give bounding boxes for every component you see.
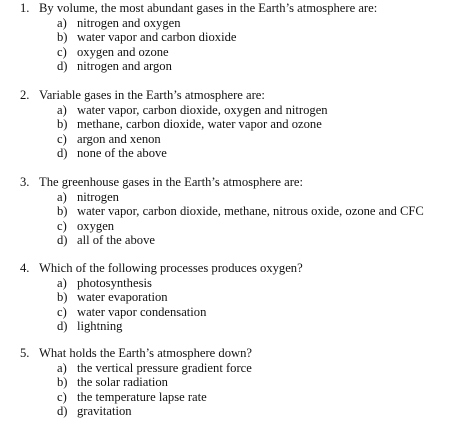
- option-letter: b): [57, 117, 68, 132]
- option-text: lightning: [77, 318, 123, 333]
- option-c: [0, 45, 474, 59]
- option-letter: c): [57, 304, 67, 319]
- option-text: the vertical pressure gradient force: [77, 361, 252, 375]
- option-text: nitrogen and argon: [77, 58, 172, 73]
- option-b: [0, 30, 474, 44]
- option-text: methane, carbon dioxide, water vapor and ozone: [77, 117, 322, 132]
- option-a: [0, 276, 474, 290]
- option-letter: c): [57, 44, 67, 59]
- question-text: By volume, the most abundant gases in the Earth’s atmosphere are:: [39, 1, 378, 15]
- option-letter: d): [57, 318, 68, 333]
- option-letter: a): [57, 276, 67, 290]
- option-text: all of the above: [77, 232, 155, 247]
- option-list: [0, 361, 474, 418]
- question-number: 3.: [20, 175, 30, 189]
- option-letter: a): [57, 16, 67, 30]
- option-letter: a): [57, 103, 67, 117]
- option-b: [0, 204, 474, 218]
- option-list: [0, 103, 474, 160]
- option-letter: b): [57, 375, 68, 390]
- option-text: oxygen and ozone: [77, 44, 169, 59]
- question-stem: [0, 261, 474, 276]
- question-number: 5.: [20, 346, 30, 360]
- option-list: [0, 16, 474, 73]
- option-c: [0, 390, 474, 404]
- option-b: [0, 375, 474, 389]
- option-letter: d): [57, 232, 68, 247]
- option-letter: c): [57, 131, 67, 146]
- option-letter: c): [57, 389, 67, 404]
- option-d: [0, 319, 474, 333]
- option-text: water evaporation: [77, 290, 168, 305]
- option-a: [0, 103, 474, 117]
- option-text: the solar radiation: [77, 375, 168, 390]
- option-text: nitrogen and oxygen: [77, 16, 181, 30]
- option-text: water vapor condensation: [77, 304, 207, 319]
- option-text: none of the above: [77, 145, 167, 160]
- option-text: oxygen: [77, 218, 115, 233]
- question-5: [0, 346, 474, 418]
- option-d: [0, 59, 474, 73]
- option-a: [0, 16, 474, 30]
- option-d: [0, 233, 474, 247]
- question-number: 2.: [20, 88, 30, 102]
- option-text: nitrogen: [77, 190, 119, 204]
- option-letter: b): [57, 30, 68, 45]
- option-text: the temperature lapse rate: [77, 389, 207, 404]
- option-a: [0, 190, 474, 204]
- option-text: water vapor, carbon dioxide, oxygen and nitrogen: [77, 103, 328, 117]
- option-d: [0, 404, 474, 418]
- question-1: [0, 1, 474, 73]
- question-number: 4.: [20, 261, 30, 275]
- option-letter: d): [57, 145, 68, 160]
- option-b: [0, 117, 474, 131]
- question-stem: [0, 346, 474, 361]
- question-stem: [0, 175, 474, 190]
- question-4: [0, 261, 474, 333]
- question-stem: [0, 88, 474, 103]
- question-text: Which of the following processes produces oxygen?: [39, 261, 303, 275]
- option-c: [0, 305, 474, 319]
- question-stem: [0, 1, 474, 16]
- question-3: [0, 175, 474, 247]
- question-2: [0, 88, 474, 160]
- question-number: 1.: [20, 1, 30, 15]
- option-text: photosynthesis: [77, 276, 152, 290]
- option-letter: a): [57, 361, 67, 375]
- question-text: Variable gases in the Earth’s atmosphere are:: [39, 88, 265, 102]
- option-letter: b): [57, 290, 68, 305]
- option-list: [0, 276, 474, 333]
- question-text: What holds the Earth’s atmosphere down?: [39, 346, 252, 360]
- option-text: water vapor, carbon dioxide, methane, nitrous oxide, ozone and CFC: [77, 204, 424, 219]
- option-text: argon and xenon: [77, 131, 161, 146]
- option-letter: d): [57, 58, 68, 73]
- option-text: gravitation: [77, 403, 132, 418]
- option-b: [0, 290, 474, 304]
- option-letter: d): [57, 403, 68, 418]
- option-list: [0, 190, 474, 247]
- option-d: [0, 146, 474, 160]
- option-letter: b): [57, 204, 68, 219]
- option-c: [0, 219, 474, 233]
- question-text: The greenhouse gases in the Earth’s atmosphere are:: [39, 175, 304, 189]
- option-letter: a): [57, 190, 67, 204]
- option-text: water vapor and carbon dioxide: [77, 30, 237, 45]
- option-a: [0, 361, 474, 375]
- option-letter: c): [57, 218, 67, 233]
- option-c: [0, 132, 474, 146]
